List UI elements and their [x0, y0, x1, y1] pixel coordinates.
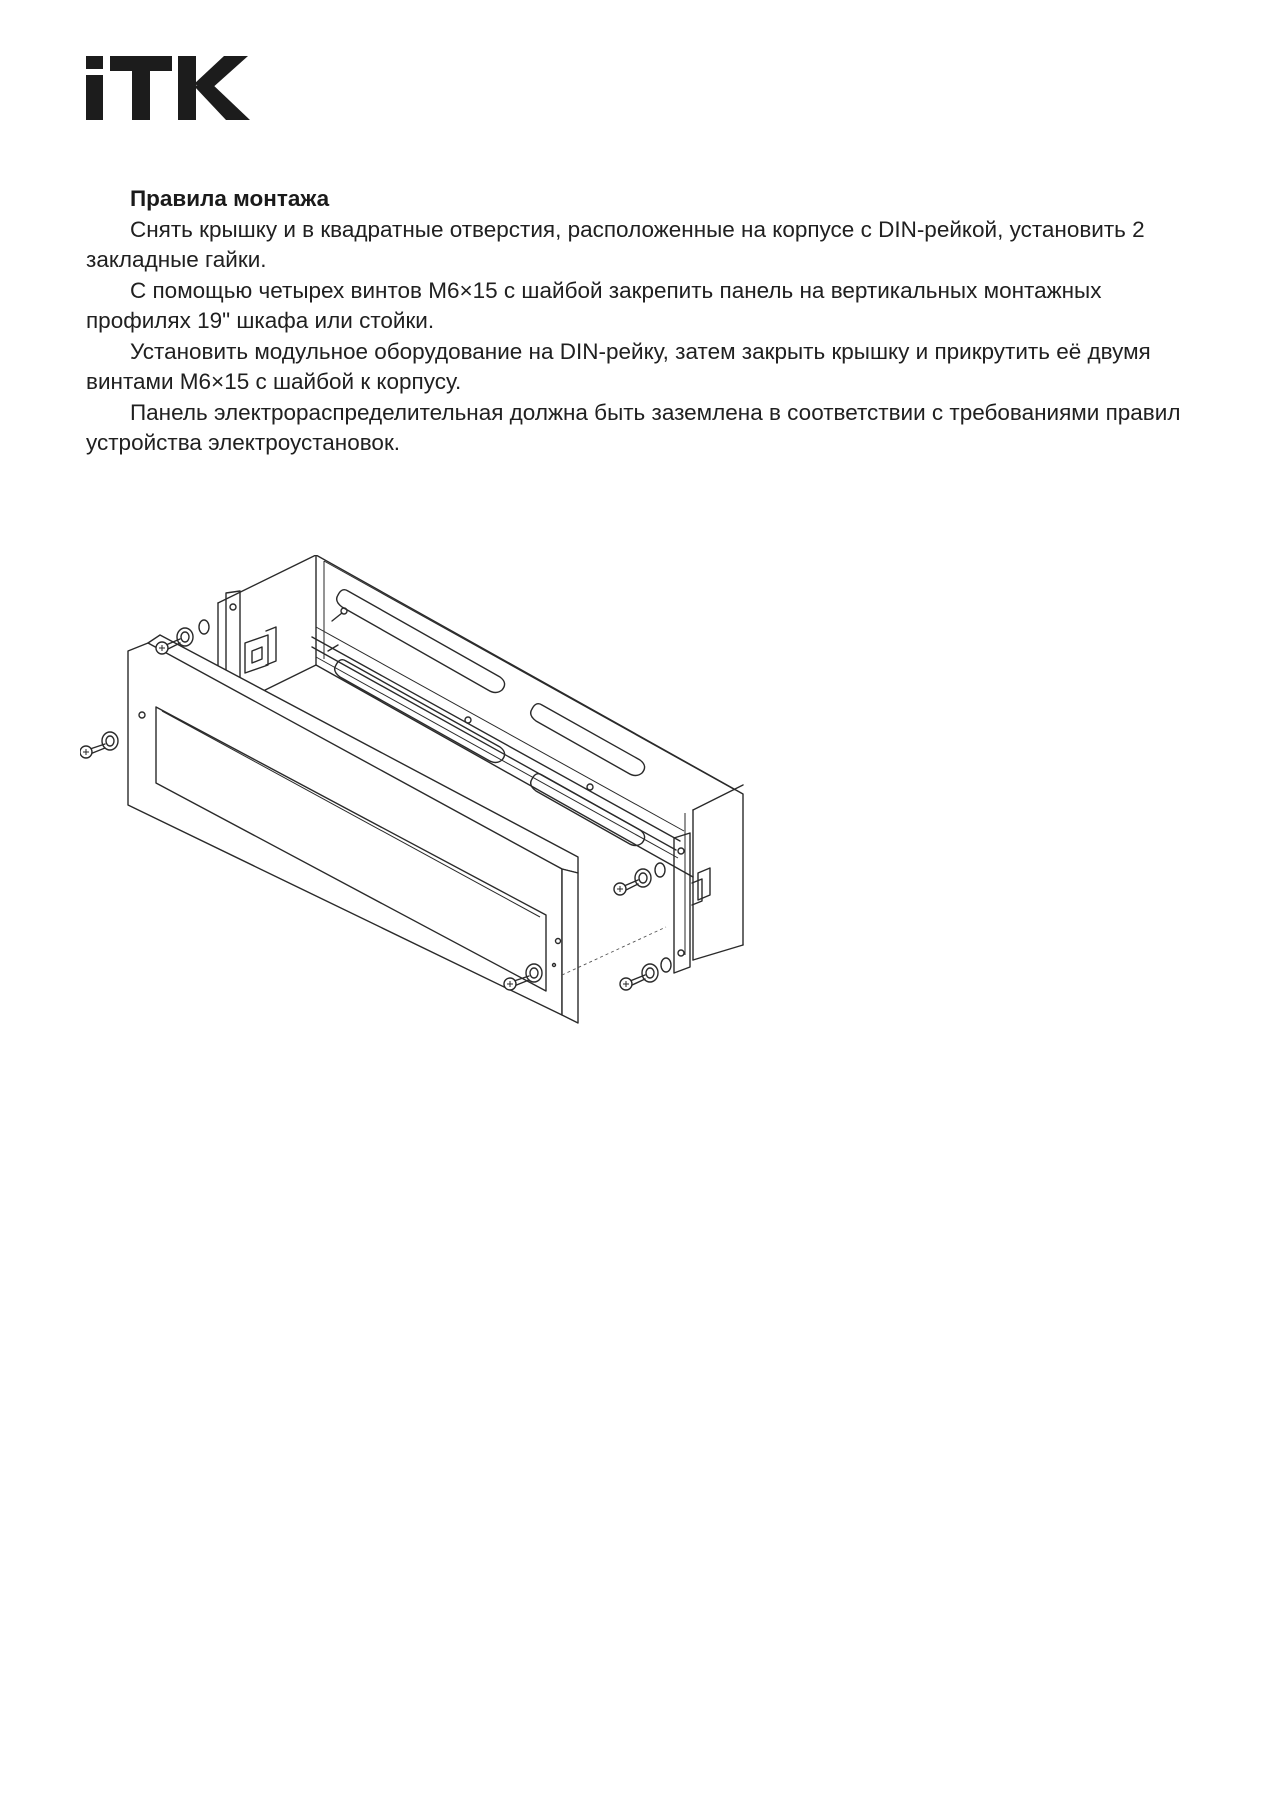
screw-right-upper [614, 863, 665, 895]
instruction-paragraph: С помощью четырех винтов М6×15 с шайбой закрепить панель на вертикальных монтажных профилях 19" шкафа или стойки. [86, 277, 1102, 333]
section-heading: Правила монтажа [130, 186, 330, 211]
assembly-illustration [80, 555, 760, 1075]
panel-assembly-drawing [80, 555, 760, 1075]
installation-instructions [86, 184, 1196, 459]
screw-left [80, 732, 118, 758]
instruction-paragraph: Снять крышку и в квадратные отверстия, расположенные на корпусе с DIN-рейкой, установить 2 закладные гайки. [86, 216, 1145, 272]
screw-right-lower [620, 958, 671, 990]
instruction-paragraph: Панель электрораспределительная должна быть заземлена в соответствии с требованиями правил устройства электроустановок. [86, 399, 1181, 455]
itk-logo [86, 56, 250, 120]
logo-mark [86, 56, 250, 120]
instruction-paragraph: Установить модульное оборудование на DIN-рейку, затем закрыть крышку и прикрутить её двумя винтами М6×15 с шайбой к корпусу. [86, 338, 1151, 394]
